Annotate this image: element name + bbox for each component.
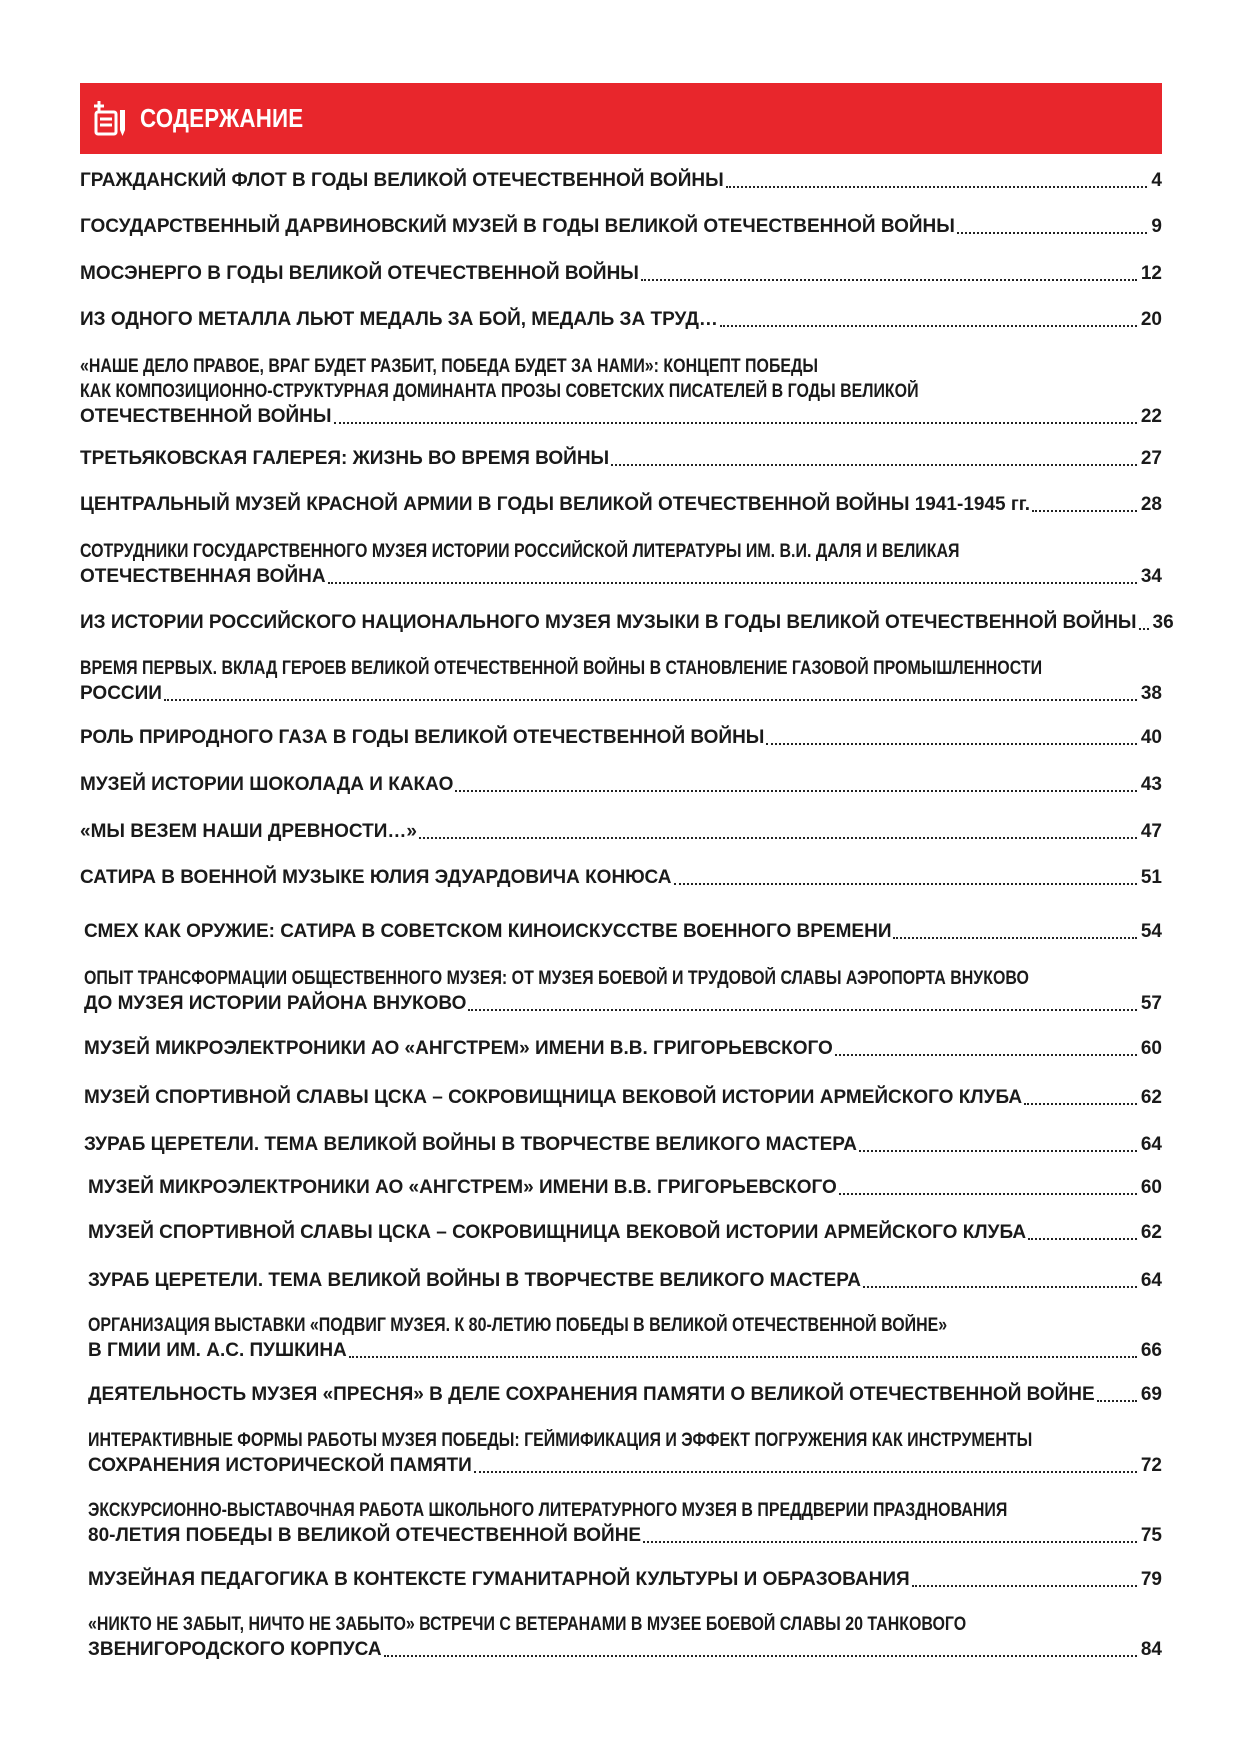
toc-entry-title: «НАШЕ ДЕЛО ПРАВОЕ, ВРАГ БУДЕТ РАЗБИТ, ПОБЕДА БУДЕТ ЗА НАМИ»: КОНЦЕПТ ПОБЕДЫ <box>80 356 819 377</box>
toc-entry[interactable] <box>80 168 1162 193</box>
toc-entry-title: РОССИИ <box>80 683 162 704</box>
dot-leader <box>641 279 1137 281</box>
toc-header <box>80 83 1162 154</box>
toc-entry[interactable] <box>88 1382 1162 1407</box>
toc-page-number: 28 <box>1140 494 1162 515</box>
toc-page-number: 47 <box>1140 821 1162 842</box>
toc-entry-title: МОСЭНЕРГО В ГОДЫ ВЕЛИКОЙ ОТЕЧЕСТВЕННОЙ ВОЙНЫ <box>80 263 639 284</box>
toc-entry[interactable] <box>84 966 1162 1016</box>
toc-entry-title: ДО МУЗЕЯ ИСТОРИИ РАЙОНА ВНУКОВО <box>84 993 467 1014</box>
toc-page-number: 72 <box>1140 1455 1162 1476</box>
toc-page-number: 84 <box>1140 1639 1162 1660</box>
toc-page-number: 9 <box>1151 216 1162 237</box>
dot-leader <box>611 464 1137 466</box>
toc-page-number: 36 <box>1152 612 1174 633</box>
dot-leader <box>455 790 1136 792</box>
toc-page-number: 27 <box>1140 448 1162 469</box>
toc-entry[interactable] <box>80 725 1162 750</box>
toc-entry[interactable] <box>80 354 1162 429</box>
toc-entry[interactable] <box>80 610 1174 635</box>
dot-leader <box>674 883 1137 885</box>
toc-page-number: 34 <box>1140 566 1162 587</box>
toc-entry-title: МУЗЕЙ СПОРТИВНОЙ СЛАВЫ ЦСКА – СОКРОВИЩНИЦА ВЕКОВОЙ ИСТОРИИ АРМЕЙСКОГО КЛУБА <box>84 1087 1023 1108</box>
dot-leader <box>1139 628 1149 630</box>
toc-entry-title: ГРАЖДАНСКИЙ ФЛОТ В ГОДЫ ВЕЛИКОЙ ОТЕЧЕСТВЕННОЙ ВОЙНЫ <box>80 170 724 191</box>
dot-leader <box>957 232 1148 234</box>
toc-page-number: 69 <box>1140 1384 1162 1405</box>
dot-leader <box>164 699 1137 701</box>
toc-entry-title: МУЗЕЙ СПОРТИВНОЙ СЛАВЫ ЦСКА – СОКРОВИЩНИЦА ВЕКОВОЙ ИСТОРИИ АРМЕЙСКОГО КЛУБА <box>88 1222 1027 1243</box>
toc-entry-title: 80-ЛЕТИЯ ПОБЕДЫ В ВЕЛИКОЙ ОТЕЧЕСТВЕННОЙ ВОЙНЕ <box>88 1525 642 1546</box>
toc-page-number: 54 <box>1140 921 1162 942</box>
dot-leader <box>328 582 1137 584</box>
toc-entry-title: ЦЕНТРАЛЬНЫЙ МУЗЕЙ КРАСНОЙ АРМИИ В ГОДЫ ВЕЛИКОЙ ОТЕЧЕСТВЕННОЙ ВОЙНЫ 1941-1945 гг. <box>80 494 1031 515</box>
toc-entry-title: «НИКТО НЕ ЗАБЫТ, НИЧТО НЕ ЗАБЫТО» ВСТРЕЧИ С ВЕТЕРАНАМИ В МУЗЕЕ БОЕВОЙ СЛАВЫ 20 ТАНКОВОГО <box>88 1614 967 1635</box>
toc-entry-title: КАК КОМПОЗИЦИОННО-СТРУКТУРНАЯ ДОМИНАНТА ПРОЗЫ СОВЕТСКИХ ПИСАТЕЛЕЙ В ГОДЫ ВЕЛИКОЙ <box>80 381 919 402</box>
toc-entry-title: ИНТЕРАКТИВНЫЕ ФОРМЫ РАБОТЫ МУЗЕЯ ПОБЕДЫ: ГЕЙМИФИКАЦИЯ И ЭФФЕКТ ПОГРУЖЕНИЯ КАК ИНСТРУМЕНТЫ <box>88 1430 1033 1451</box>
toc-entry-title: ТРЕТЬЯКОВСКАЯ ГАЛЕРЕЯ: ЖИЗНЬ ВО ВРЕМЯ ВОЙНЫ <box>80 448 610 469</box>
toc-entry-title: ОРГАНИЗАЦИЯ ВЫСТАВКИ «ПОДВИГ МУЗЕЯ. К 80-ЛЕТИЮ ПОБЕДЫ В ВЕЛИКОЙ ОТЕЧЕСТВЕННОЙ ВОЙНЕ» <box>88 1315 948 1336</box>
dot-leader <box>419 837 1137 839</box>
toc-page-number: 62 <box>1140 1222 1162 1243</box>
toc-entry[interactable] <box>84 1085 1162 1110</box>
toc-entry-title: ЗУРАБ ЦЕРЕТЕЛИ. ТЕМА ВЕЛИКОЙ ВОЙНЫ В ТВОРЧЕСТВЕ ВЕЛИКОГО МАСТЕРА <box>88 1270 861 1291</box>
dot-leader <box>835 1054 1137 1056</box>
toc-entry-title: ИЗ ИСТОРИИ РОССИЙСКОГО НАЦИОНАЛЬНОГО МУЗЕЯ МУЗЫКИ В ГОДЫ ВЕЛИКОЙ ОТЕЧЕСТВЕННОЙ ВОЙНЫ <box>80 612 1137 633</box>
toc-entry[interactable] <box>88 1268 1162 1293</box>
toc-entry-title: ОТЕЧЕСТВЕННОЙ ВОЙНЫ <box>80 406 332 427</box>
toc-entry[interactable] <box>80 539 1162 589</box>
toc-entry[interactable] <box>80 772 1162 797</box>
toc-entry-title: ДЕЯТЕЛЬНОСТЬ МУЗЕЯ «ПРЕСНЯ» В ДЕЛЕ СОХРАНЕНИЯ ПАМЯТИ О ВЕЛИКОЙ ОТЕЧЕСТВЕННОЙ ВОЙНЕ <box>88 1384 1095 1405</box>
toc-entry-title: ОТЕЧЕСТВЕННАЯ ВОЙНА <box>80 566 326 587</box>
toc-entry-title: РОЛЬ ПРИРОДНОГО ГАЗА В ГОДЫ ВЕЛИКОЙ ОТЕЧЕСТВЕННОЙ ВОЙНЫ <box>80 727 765 748</box>
toc-entry[interactable] <box>80 656 1162 706</box>
toc-entry-title: СОХРАНЕНИЯ ИСТОРИЧЕСКОЙ ПАМЯТИ <box>88 1455 472 1476</box>
toc-entry[interactable] <box>88 1567 1162 1592</box>
dot-leader <box>1097 1400 1137 1402</box>
toc-page-number: 64 <box>1140 1270 1162 1291</box>
toc-entry[interactable] <box>80 865 1162 890</box>
toc-entry[interactable] <box>88 1313 1162 1363</box>
toc-entry-title: ОПЫТ ТРАНСФОРМАЦИИ ОБЩЕСТВЕННОГО МУЗЕЯ: ОТ МУЗЕЯ БОЕВОЙ И ТРУДОВОЙ СЛАВЫ АЭРОПОРТА ВНУКОВО <box>84 968 1029 989</box>
toc-page-number: 12 <box>1140 263 1162 284</box>
toc-entry[interactable] <box>84 1036 1162 1061</box>
toc-page-number: 64 <box>1140 1134 1162 1155</box>
toc-entry[interactable] <box>80 446 1162 471</box>
toc-entry[interactable] <box>80 819 1162 844</box>
document-pen-icon <box>90 99 136 139</box>
dot-leader <box>839 1193 1137 1195</box>
toc-entry-title: В ГМИИ ИМ. А.С. ПУШКИНА <box>88 1340 347 1361</box>
toc-page-number: 66 <box>1140 1340 1162 1361</box>
dot-leader <box>1032 510 1137 512</box>
toc-page-number: 22 <box>1140 406 1162 427</box>
toc-entry-title: ГОСУДАРСТВЕННЫЙ ДАРВИНОВСКИЙ МУЗЕЙ В ГОДЫ ВЕЛИКОЙ ОТЕЧЕСТВЕННОЙ ВОЙНЫ <box>80 216 955 237</box>
toc-entry[interactable] <box>88 1220 1162 1245</box>
toc-page-number: 57 <box>1140 993 1162 1014</box>
toc-entry-title: СМЕХ КАК ОРУЖИЕ: САТИРА В СОВЕТСКОМ КИНОИСКУССТВЕ ВОЕННОГО ВРЕМЕНИ <box>84 921 892 942</box>
toc-entry-title: ЗВЕНИГОРОДСКОГО КОРПУСА <box>88 1639 382 1660</box>
toc-page-number: 62 <box>1140 1087 1162 1108</box>
toc-entry-title: ИЗ ОДНОГО МЕТАЛЛА ЛЬЮТ МЕДАЛЬ ЗА БОЙ, МЕДАЛЬ ЗА ТРУД… <box>80 309 718 330</box>
toc-entry[interactable] <box>84 1132 1162 1157</box>
toc-entry-title: ЭКСКУРСИОННО-ВЫСТАВОЧНАЯ РАБОТА ШКОЛЬНОГО ЛИТЕРАТУРНОГО МУЗЕЯ В ПРЕДДВЕРИИ ПРАЗДНОВАНИЯ <box>88 1500 1008 1521</box>
toc-entry-title: ВРЕМЯ ПЕРВЫХ. ВКЛАД ГЕРОЕВ ВЕЛИКОЙ ОТЕЧЕСТВЕННОЙ ВОЙНЫ В СТАНОВЛЕНИЕ ГАЗОВОЙ ПРОМЫШЛЕННОСТИ <box>80 658 1043 679</box>
dot-leader <box>468 1009 1136 1011</box>
toc-entry[interactable] <box>88 1612 1162 1662</box>
toc-page-number: 60 <box>1140 1038 1162 1059</box>
dot-leader <box>384 1655 1137 1657</box>
dot-leader <box>1028 1238 1137 1240</box>
toc-entry[interactable] <box>88 1175 1162 1200</box>
toc-page-number: 38 <box>1140 683 1162 704</box>
toc-page-number: 4 <box>1151 170 1162 191</box>
dot-leader <box>1024 1103 1137 1105</box>
toc-entry-title: САТИРА В ВОЕННОЙ МУЗЫКЕ ЮЛИЯ ЭДУАРДОВИЧА КОНЮСА <box>80 867 672 888</box>
dot-leader <box>720 325 1137 327</box>
toc-entry-title: МУЗЕЙНАЯ ПЕДАГОГИКА В КОНТЕКСТЕ ГУМАНИТАРНОЙ КУЛЬТУРЫ И ОБРАЗОВАНИЯ <box>88 1569 910 1590</box>
dot-leader <box>334 422 1137 424</box>
dot-leader <box>912 1585 1137 1587</box>
toc-page-number: 40 <box>1140 727 1162 748</box>
toc-entry-title: «МЫ ВЕЗЕМ НАШИ ДРЕВНОСТИ…» <box>80 821 417 842</box>
toc-entry-title: МУЗЕЙ МИКРОЭЛЕКТРОНИКИ АО «АНГСТРЕМ» ИМЕНИ В.В. ГРИГОРЬЕВСКОГО <box>84 1038 833 1059</box>
dot-leader <box>643 1541 1137 1543</box>
toc-entry[interactable] <box>80 261 1162 286</box>
dot-leader <box>766 743 1136 745</box>
toc-entry[interactable] <box>84 919 1162 944</box>
toc-entry[interactable] <box>80 492 1162 517</box>
page-title: СОДЕРЖАНИЕ <box>140 103 304 133</box>
toc-page-number: 79 <box>1140 1569 1162 1590</box>
toc-entry[interactable] <box>88 1498 1162 1548</box>
toc-entry-title: ЗУРАБ ЦЕРЕТЕЛИ. ТЕМА ВЕЛИКОЙ ВОЙНЫ В ТВОРЧЕСТВЕ ВЕЛИКОГО МАСТЕРА <box>84 1134 857 1155</box>
toc-entry-title: МУЗЕЙ ИСТОРИИ ШОКОЛАДА И КАКАО <box>80 774 454 795</box>
dot-leader <box>726 186 1148 188</box>
toc-entry-title: СОТРУДНИКИ ГОСУДАРСТВЕННОГО МУЗЕЯ ИСТОРИИ РОССИЙСКОЙ ЛИТЕРАТУРЫ ИМ. В.И. ДАЛЯ И ВЕЛИКАЯ <box>80 541 960 562</box>
dot-leader <box>474 1471 1137 1473</box>
dot-leader <box>349 1356 1137 1358</box>
toc-page-number: 60 <box>1140 1177 1162 1198</box>
dot-leader <box>863 1286 1137 1288</box>
toc-page-number: 20 <box>1140 309 1162 330</box>
toc-entry[interactable] <box>80 214 1162 239</box>
toc-entry-title: МУЗЕЙ МИКРОЭЛЕКТРОНИКИ АО «АНГСТРЕМ» ИМЕНИ В.В. ГРИГОРЬЕВСКОГО <box>88 1177 837 1198</box>
dot-leader <box>859 1150 1137 1152</box>
dot-leader <box>893 937 1136 939</box>
toc-page-number: 75 <box>1140 1525 1162 1546</box>
toc-entry[interactable] <box>80 307 1162 332</box>
toc-entry[interactable] <box>88 1428 1162 1478</box>
toc-page-number: 51 <box>1140 867 1162 888</box>
toc-page-number: 43 <box>1140 774 1162 795</box>
